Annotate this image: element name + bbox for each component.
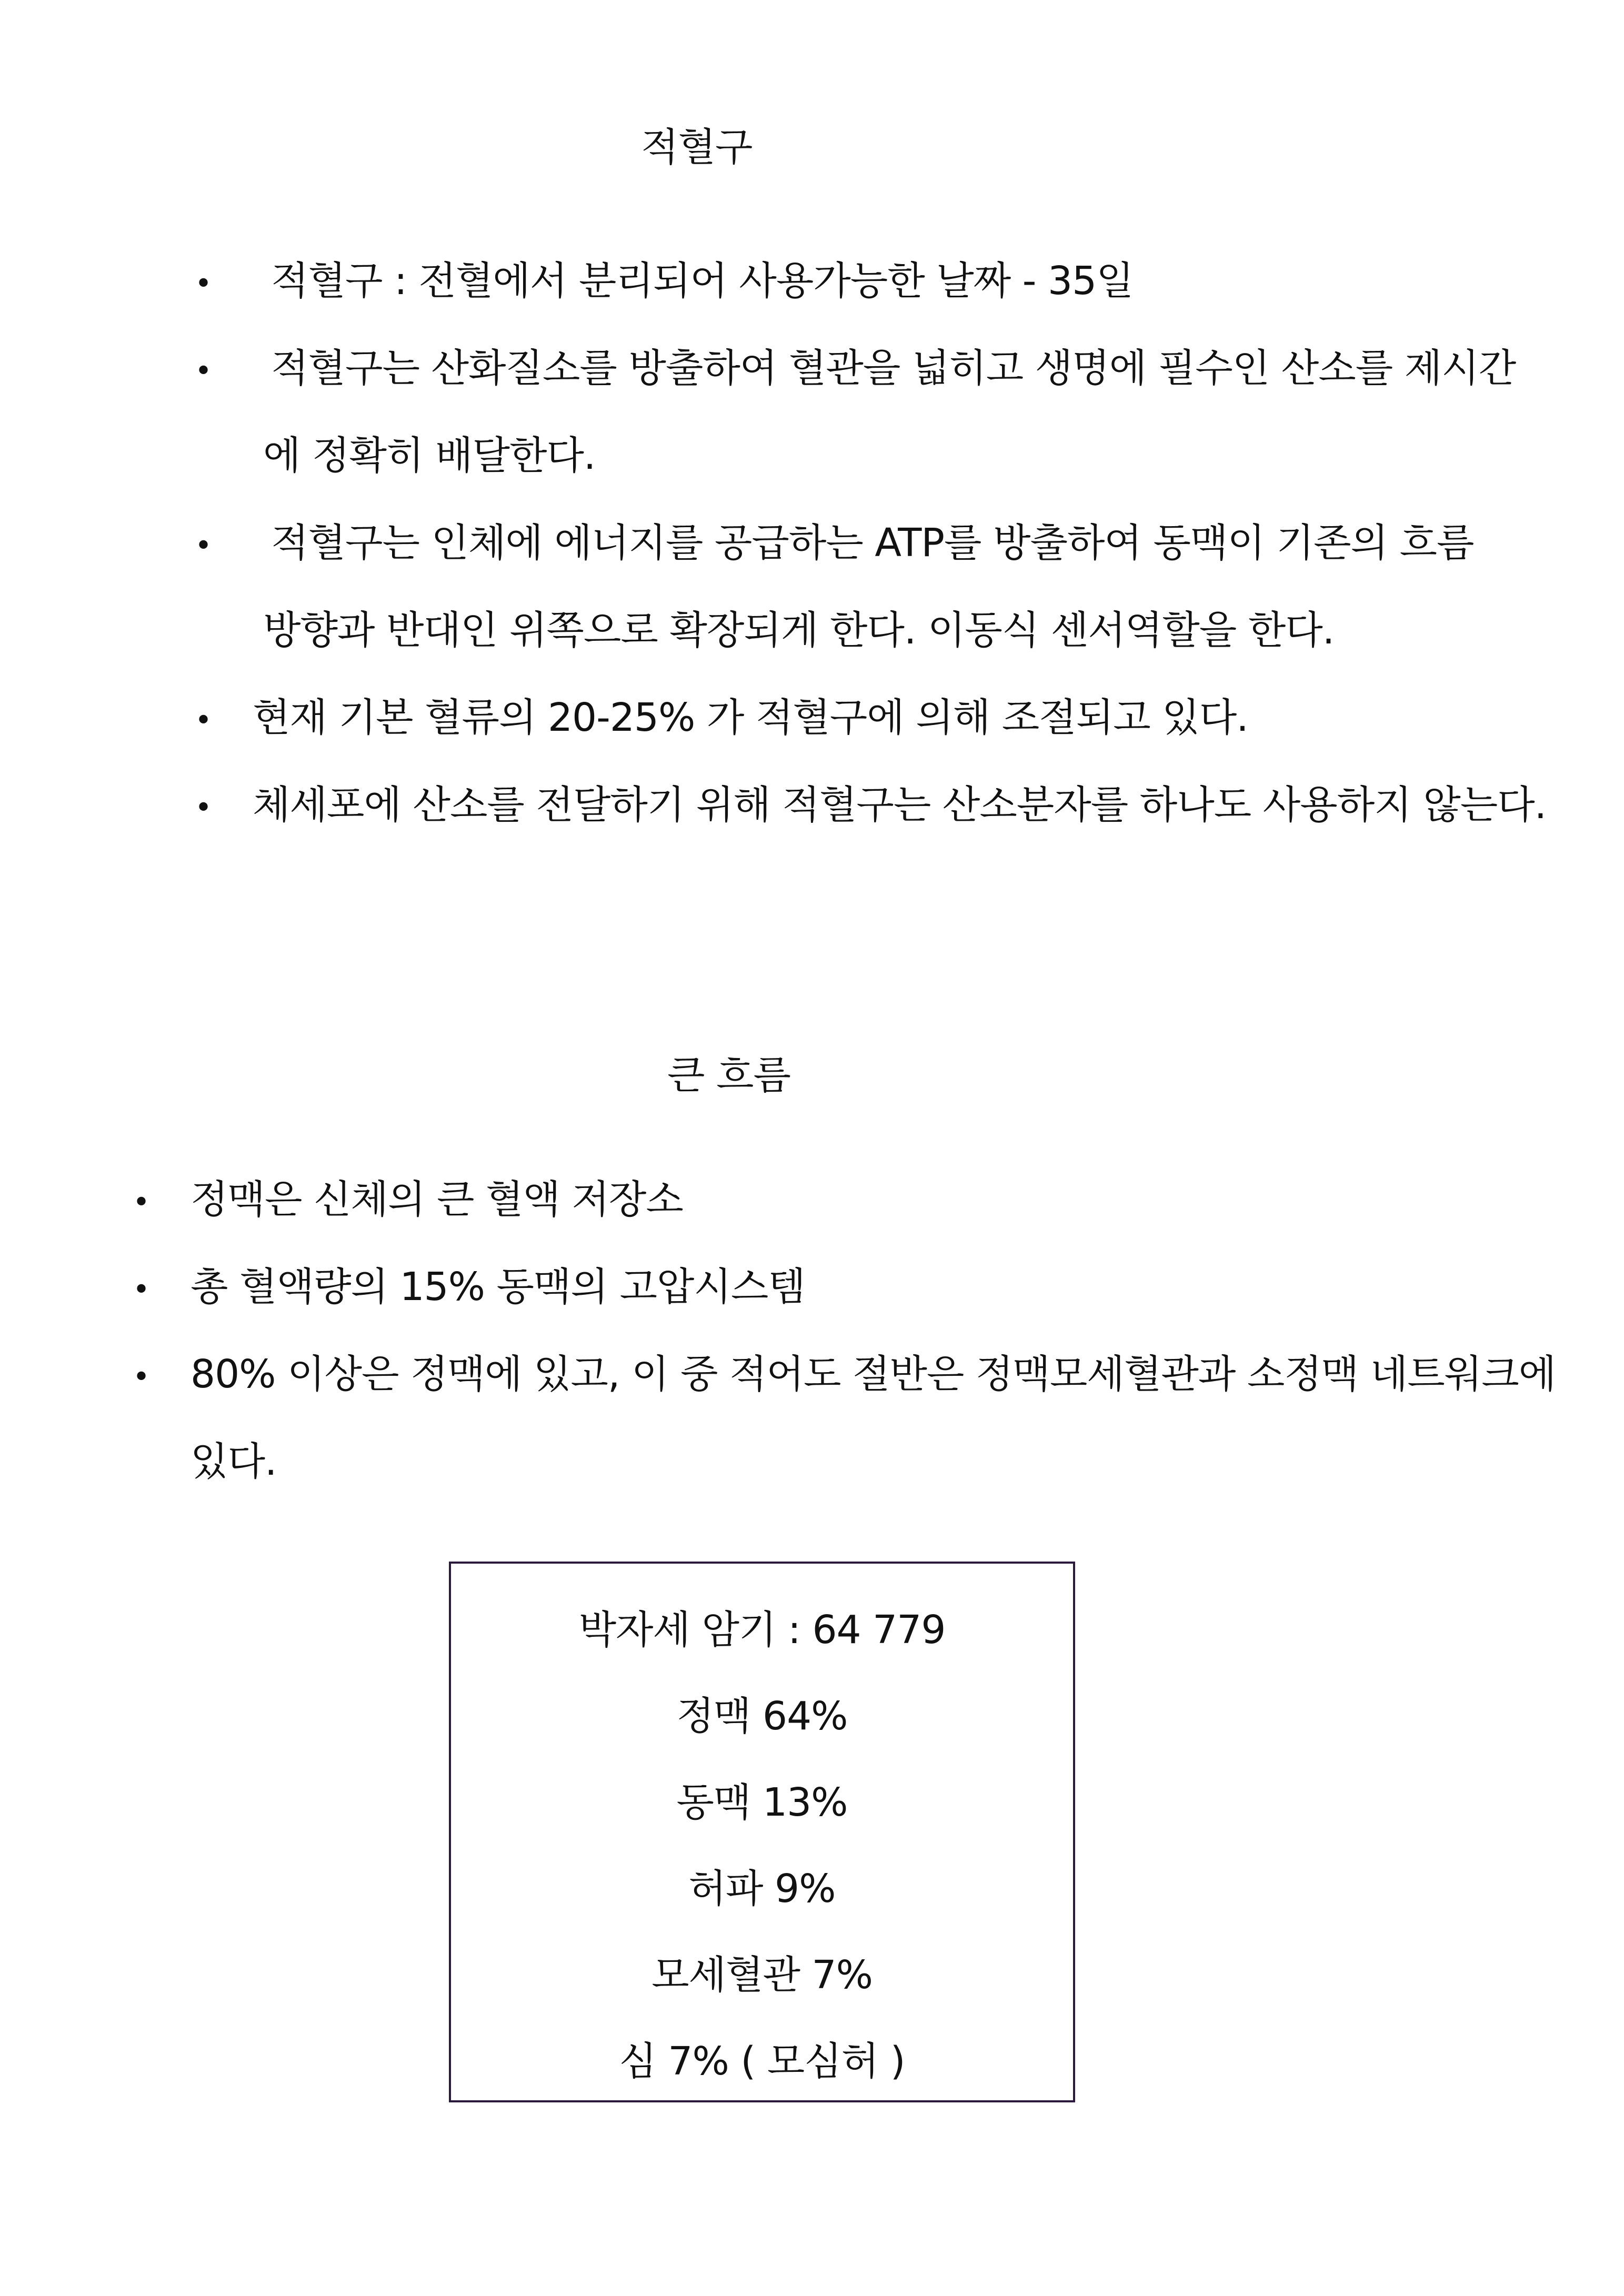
- list-item-text: 총 혈액량의 15% 동맥의 고압시스템: [191, 1264, 805, 1310]
- memo-box-line: 허파 9%: [688, 1866, 836, 1911]
- list-item-text: 현재 기본 혈류의 20-25% 가 적혈구에 의해 조절되고 있다.: [253, 695, 1248, 740]
- list-item-text-continued: 에 정확히 배달한다.: [263, 433, 596, 478]
- bullet-icon: •: [195, 703, 212, 738]
- bullet-icon: •: [133, 1185, 150, 1220]
- list-item-text: 적혈구는 인체에 에너지를 공급하는 ATP를 방출하여 동맥이 기존의 흐름: [271, 520, 1474, 566]
- section-1-title: 적혈구: [641, 125, 753, 170]
- bullet-icon: •: [195, 791, 212, 825]
- memo-box-line: 동맥 13%: [676, 1780, 848, 1825]
- memo-box: [449, 1562, 1075, 2102]
- memo-box-line: 모세혈관 7%: [651, 1952, 873, 1998]
- memo-box-line: 심 7% ( 모심허 ): [619, 2039, 905, 2084]
- bullet-icon: •: [133, 1273, 150, 1307]
- bullet-icon: •: [195, 267, 212, 301]
- list-item-text-continued: 있다.: [191, 1439, 277, 1484]
- list-item-text-continued: 방향과 반대인 위쪽으로 확장되게 한다. 이동식 센서역할을 한다.: [263, 608, 1335, 653]
- memo-box-heading: 박자세 암기 : 64 779: [578, 1607, 946, 1653]
- list-item-text: 체세포에 산소를 전달하기 위해 적혈구는 산소분자를 하나도 사용하지 않는다.: [253, 782, 1547, 828]
- memo-box-line: 정맥 64%: [676, 1694, 848, 1739]
- section-2-title: 큰 흐름: [667, 1053, 790, 1098]
- list-item-text: 적혈구는 산화질소를 방출하여 혈관을 넓히고 생명에 필수인 산소를 제시간: [271, 346, 1516, 391]
- bullet-icon: •: [195, 529, 212, 563]
- list-item-text: 80% 이상은 정맥에 있고, 이 중 적어도 절반은 정맥모세혈관과 소정맥 네트워크에: [191, 1352, 1556, 1397]
- bullet-icon: •: [133, 1360, 150, 1394]
- bullet-icon: •: [195, 354, 212, 388]
- list-item-text: 정맥은 신체의 큰 혈액 저장소: [191, 1177, 683, 1222]
- list-item-text: 적혈구 : 전혈에서 분리되어 사용가능한 날짜 - 35일: [271, 258, 1134, 304]
